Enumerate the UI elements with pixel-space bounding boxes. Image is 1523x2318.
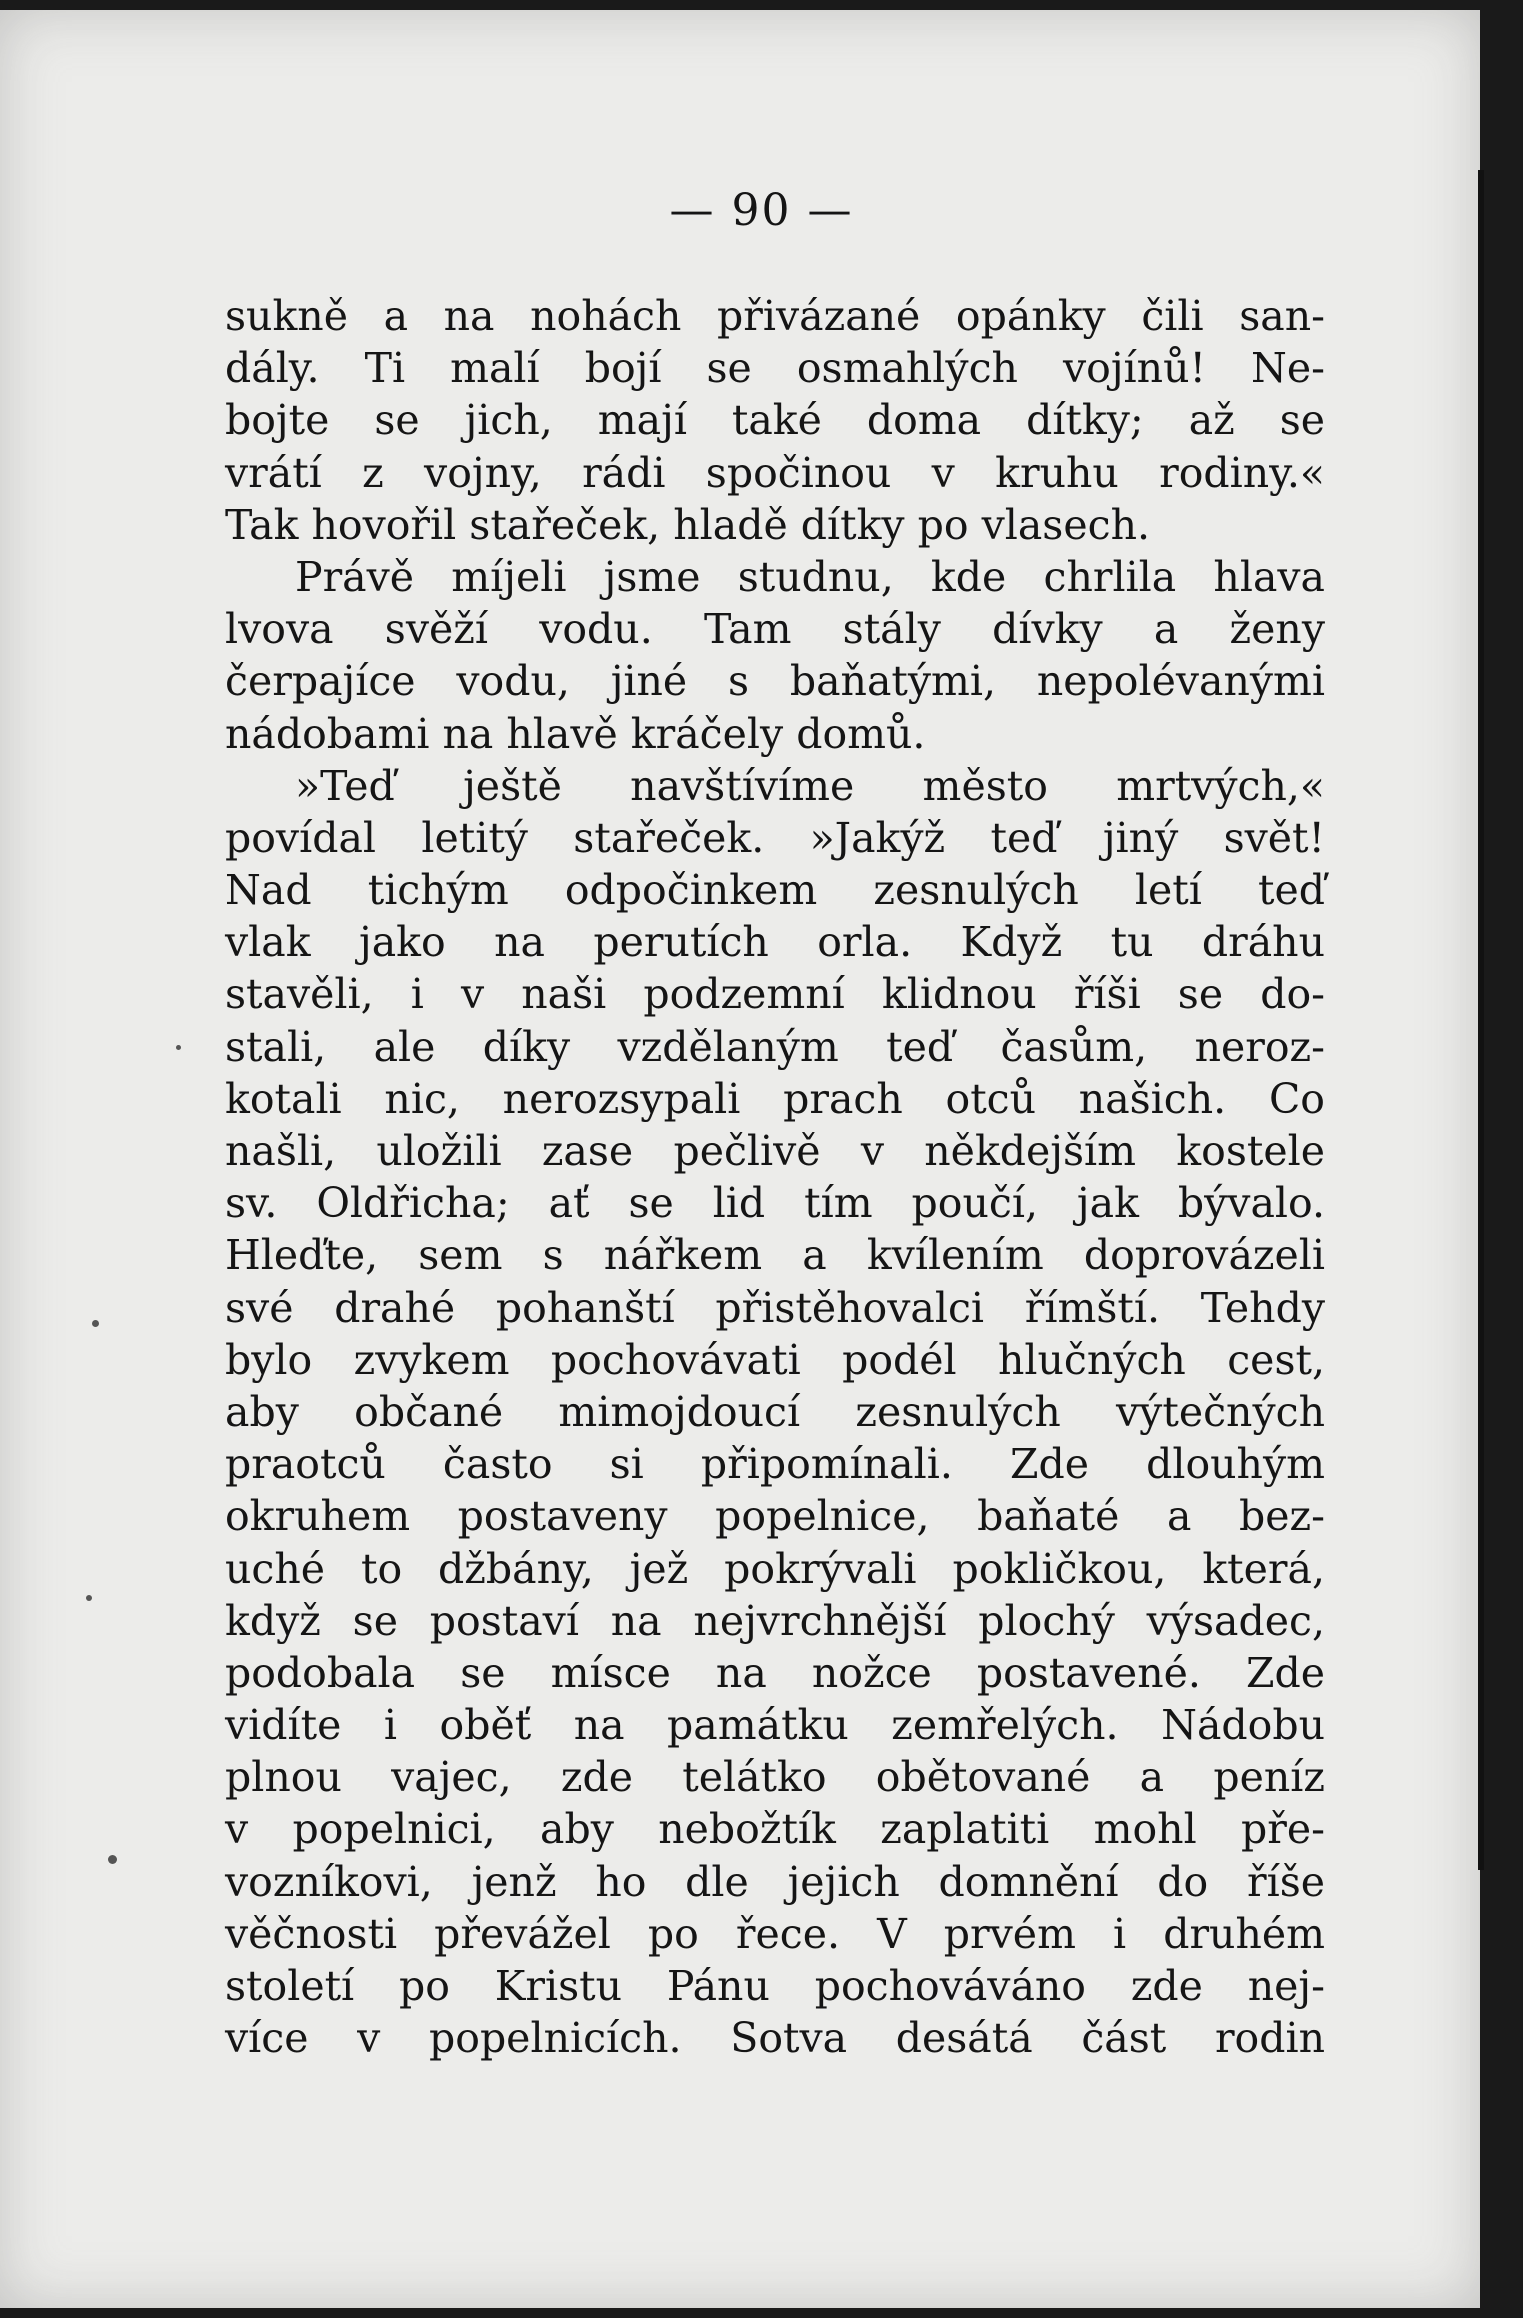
text-line: Nad tichým odpočinkem zesnulých letí teď xyxy=(225,866,1325,915)
text-line: nádobami na hlavě kráčely domů. xyxy=(225,709,926,758)
text-line: více v popelnicích. Sotva desátá část rodin xyxy=(225,2014,1325,2063)
text-line: sukně a na nohách přivázané opánky čili san- xyxy=(225,292,1325,340)
text-line: vozníkovi, jenž ho dle jejich domnění do říše xyxy=(225,1857,1325,1906)
text-line: vlak jako na perutích orla. Když tu dráhu xyxy=(225,918,1325,967)
text-line: dály. Ti malí bojí se osmahlých vojínů! Ne- xyxy=(225,344,1325,393)
page-edge-binding xyxy=(1478,170,1484,1870)
text-line: aby občané mimojdoucí zesnulých výtečných xyxy=(225,1387,1325,1436)
text-line: vidíte i oběť na památku zemřelých. Nádobu xyxy=(225,1701,1325,1750)
text-line: v popelnici, aby nebožtík zaplatiti mohl pře- xyxy=(225,1805,1325,1854)
body-text xyxy=(225,290,1325,2064)
text-line: našli, uložili zase pečlivě v někdejším kostele xyxy=(225,1127,1325,1175)
text-line: stali, ale díky vzdělaným teď časům, neroz- xyxy=(225,1022,1325,1071)
text-line: čerpajíce vodu, jiné s baňatými, nepolévanými xyxy=(225,657,1325,706)
text-line: bojte se jich, mají také doma dítky; až se xyxy=(225,396,1325,445)
text-line: uché to džbány, jež pokrývali pokličkou, která, xyxy=(225,1544,1325,1593)
text-line: vrátí z vojny, rádi spočinou v kruhu rodiny.« xyxy=(225,448,1325,497)
paper-speck xyxy=(92,1320,99,1327)
text-line: věčnosti převážel po řece. V prvém i druhém xyxy=(225,1909,1325,1958)
text-line: praotců často si připomínali. Zde dlouhým xyxy=(225,1440,1325,1489)
text-line: Právě míjeli jsme studnu, kde chrlila hlava xyxy=(295,552,1325,601)
paper-speck xyxy=(108,1855,117,1864)
paper-speck xyxy=(86,1595,92,1601)
text-line: lvova svěží vodu. Tam stály dívky a ženy xyxy=(225,605,1325,654)
text-line: podobala se mísce na nožce postavené. Zde xyxy=(225,1648,1325,1697)
text-line: bylo zvykem pochovávati podél hlučných cest, xyxy=(225,1335,1325,1384)
text-line: Hleďte, sem s nářkem a kvílením doprovázeli xyxy=(225,1231,1325,1280)
text-line: okruhem postaveny popelnice, baňaté a bez- xyxy=(225,1492,1325,1541)
text-line: sv. Oldřicha; ať se lid tím poučí, jak bývalo. xyxy=(225,1179,1325,1228)
page-number: — 90 — xyxy=(669,185,854,236)
text-line: »Teď ještě navštívíme město mrtvých,« xyxy=(295,761,1325,810)
paper-speck xyxy=(176,1045,181,1050)
text-line: kotali nic, nerozsypali prach otců našich. Co xyxy=(225,1074,1325,1123)
text-line: plnou vajec, zde telátko obětované a peníz xyxy=(225,1753,1325,1802)
text-line: stavěli, i v naši podzemní klidnou říši se do- xyxy=(225,970,1325,1019)
text-line: století po Kristu Pánu pochováváno zde nej- xyxy=(225,1962,1325,2010)
text-line: povídal letitý stařeček. »Jakýž teď jiný svět! xyxy=(225,813,1325,862)
text-line: své drahé pohanští přistěhovalci římští. Tehdy xyxy=(225,1283,1325,1332)
text-line: když se postaví na nejvrchnější plochý výsadec, xyxy=(225,1596,1325,1645)
text-line: Tak hovořil stařeček, hladě dítky po vlasech. xyxy=(225,500,1151,549)
